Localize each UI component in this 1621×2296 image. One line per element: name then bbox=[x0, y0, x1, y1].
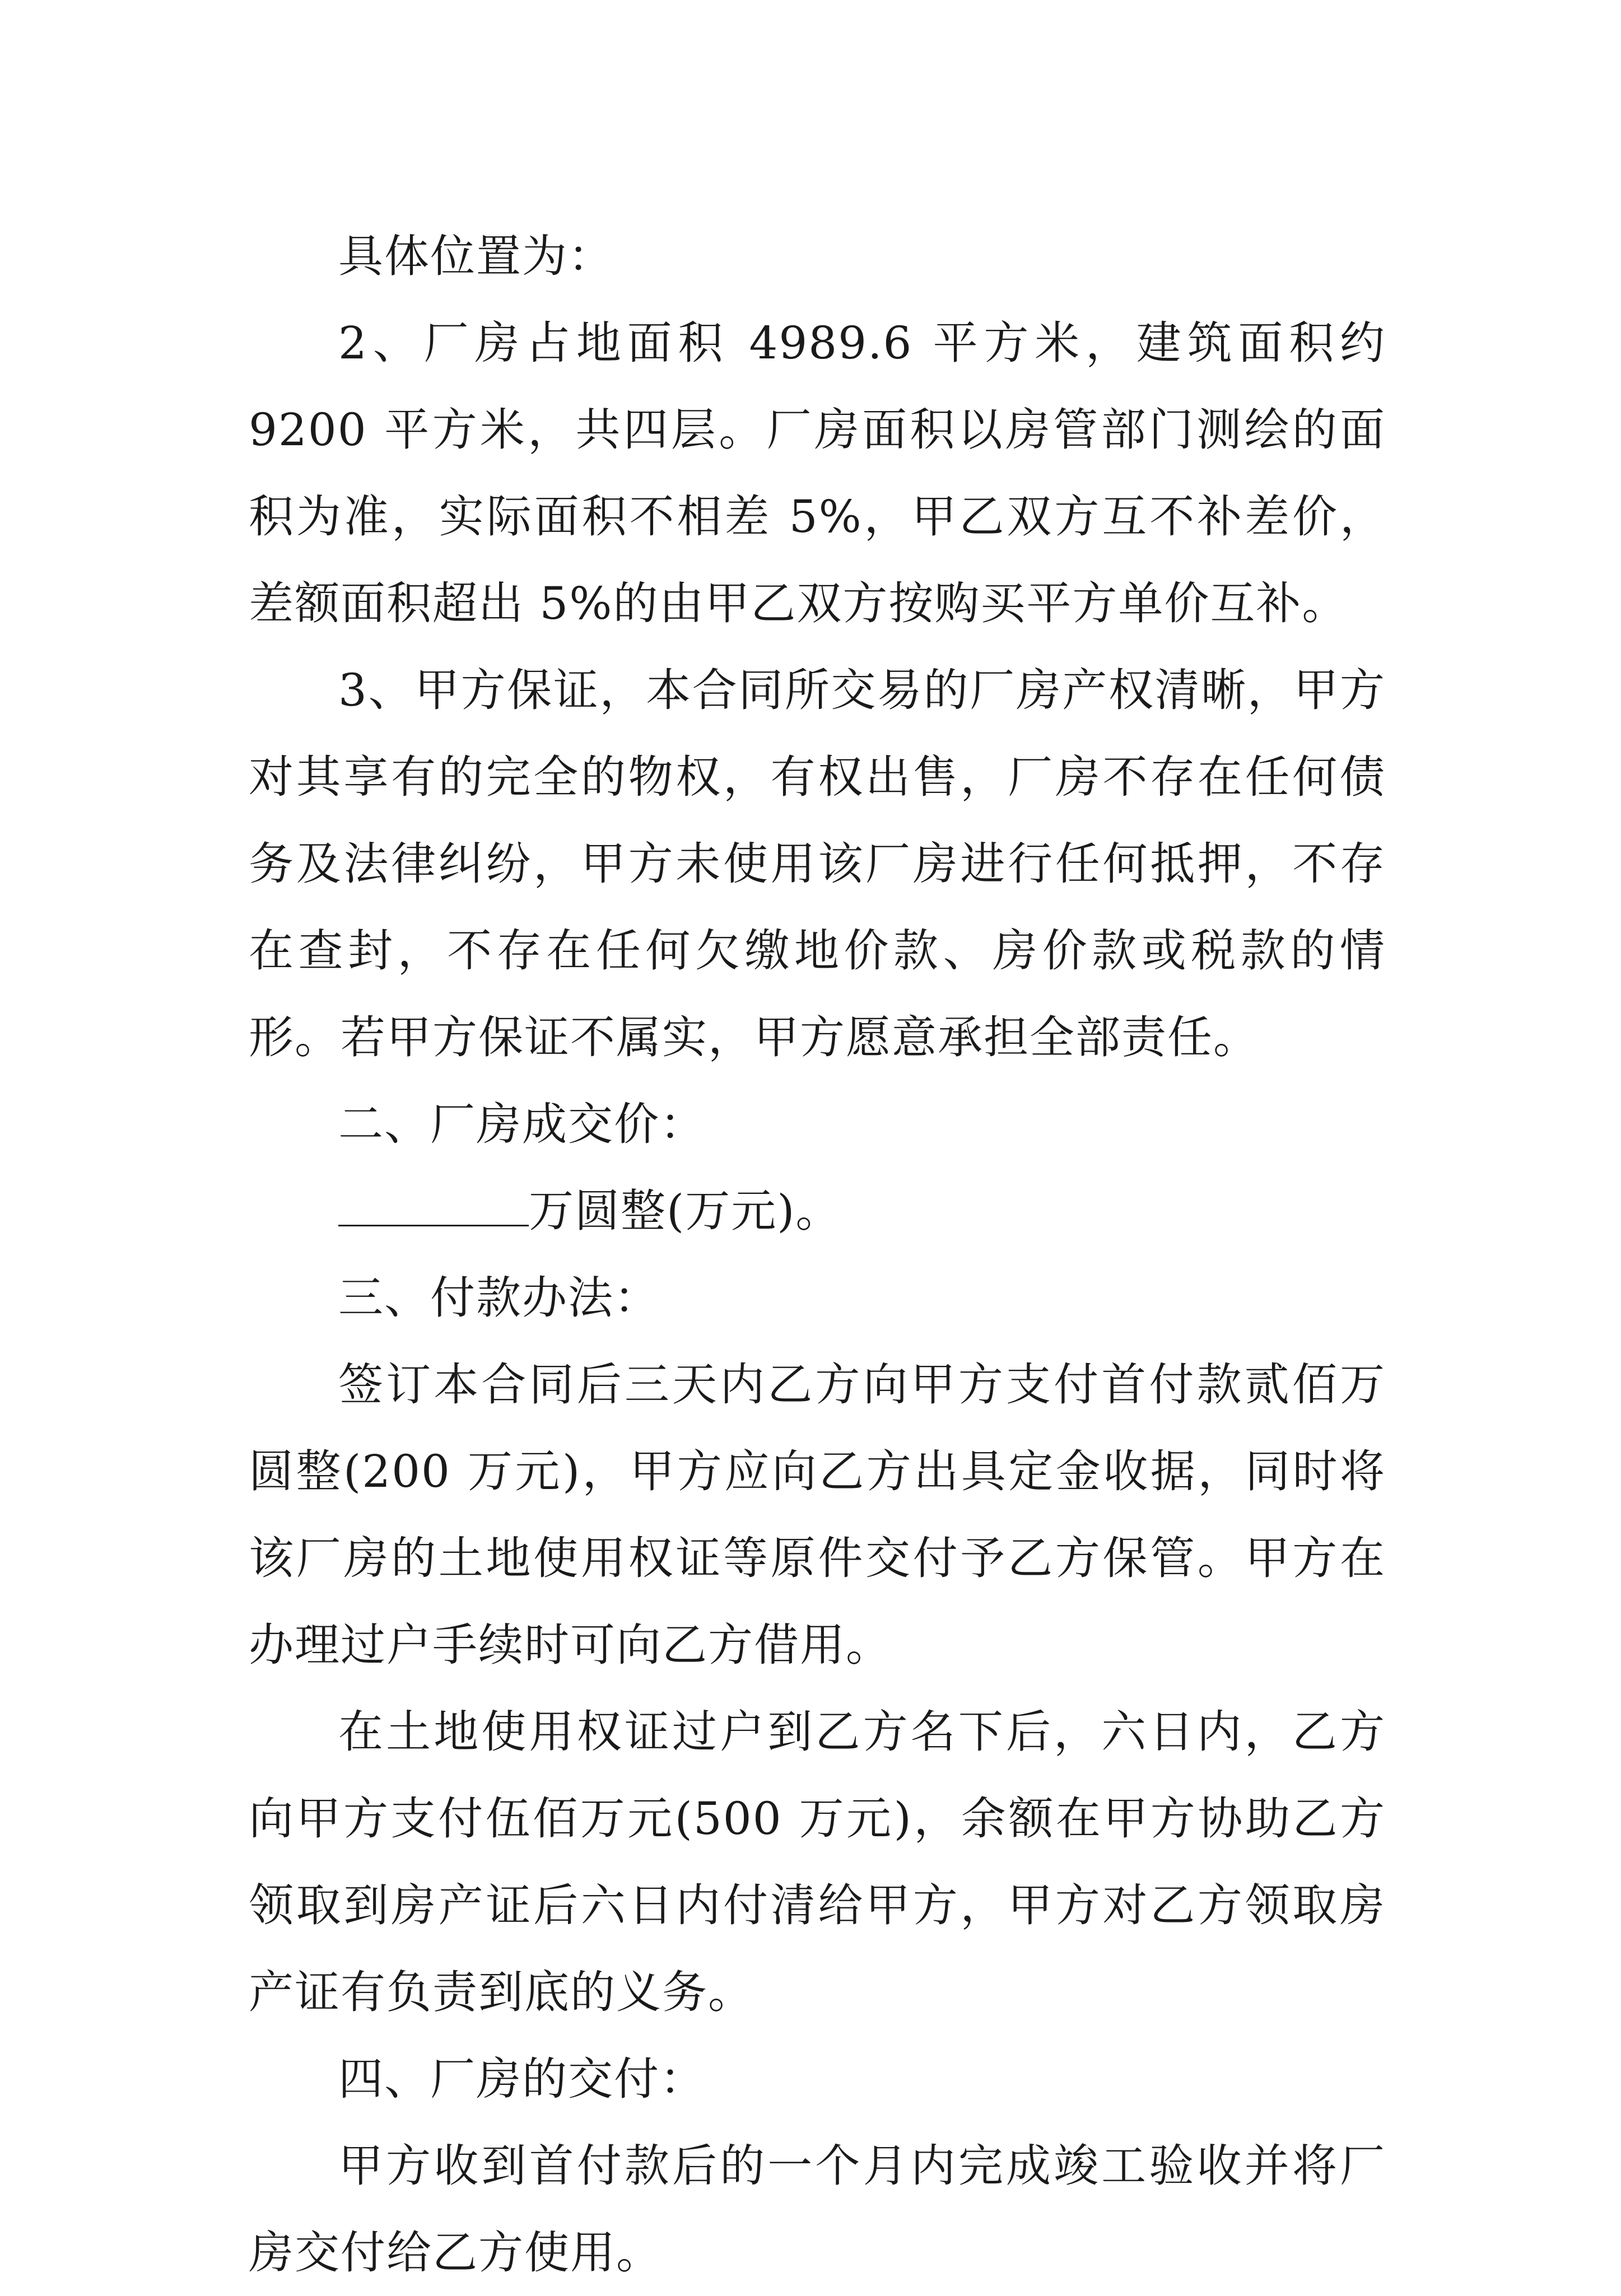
location-label: 具体位置为： bbox=[338, 230, 614, 282]
price-blank-field bbox=[338, 1186, 529, 1226]
section-3-heading: 三、付款办法： bbox=[338, 1272, 660, 1324]
payment-paragraph-2: 在土地使用权证过户到乙方名下后，六日内，乙方向甲方支付伍佰万元(500 万元)，余额在甲方协助乙方领取到房产证后六日内付清给甲方，甲方对乙方领取房产证有负责到底的义务。 bbox=[249, 1706, 1386, 2018]
delivery-paragraph: 甲方收到首付款后的一个月内完成竣工验收并将厂房交付给乙方使用。 bbox=[249, 2140, 1386, 2279]
contract-body bbox=[249, 213, 1386, 2296]
clause-3-guarantee: 3、甲方保证，本合同所交易的厂房产权清晰，甲方对其享有的完全的物权，有权出售，厂房不存在任何债务及法律纠纷，甲方未使用该厂房进行任何抵押，不存在查封，不存在任何欠缴地价款、房价款或税款的情形。若甲方保证不属实，甲方愿意承担全部责任。 bbox=[249, 664, 1386, 1063]
price-line-suffix: 万圆整(万元)。 bbox=[529, 1185, 842, 1237]
clause-2-area: 2、厂房占地面积 4989.6 平方米，建筑面积约 9200 平方米，共四层。厂房面积以房管部门测绘的面积为准，实际面积不相差 5%，甲乙双方互不补差价，差额面积超出 5%的由甲乙双方按购买平方单价互补。 bbox=[249, 317, 1386, 629]
payment-paragraph-1: 签订本合同后三天内乙方向甲方支付首付款贰佰万圆整(200 万元)，甲方应向乙方出具定金收据，同时将该厂房的土地使用权证等原件交付予乙方保管。甲方在办理过户手续时可向乙方借用。 bbox=[249, 1359, 1386, 1671]
section-4-heading: 四、厂房的交付： bbox=[338, 2053, 706, 2105]
section-2-heading: 二、厂房成交价： bbox=[338, 1098, 706, 1150]
price-line bbox=[249, 1168, 1386, 1254]
